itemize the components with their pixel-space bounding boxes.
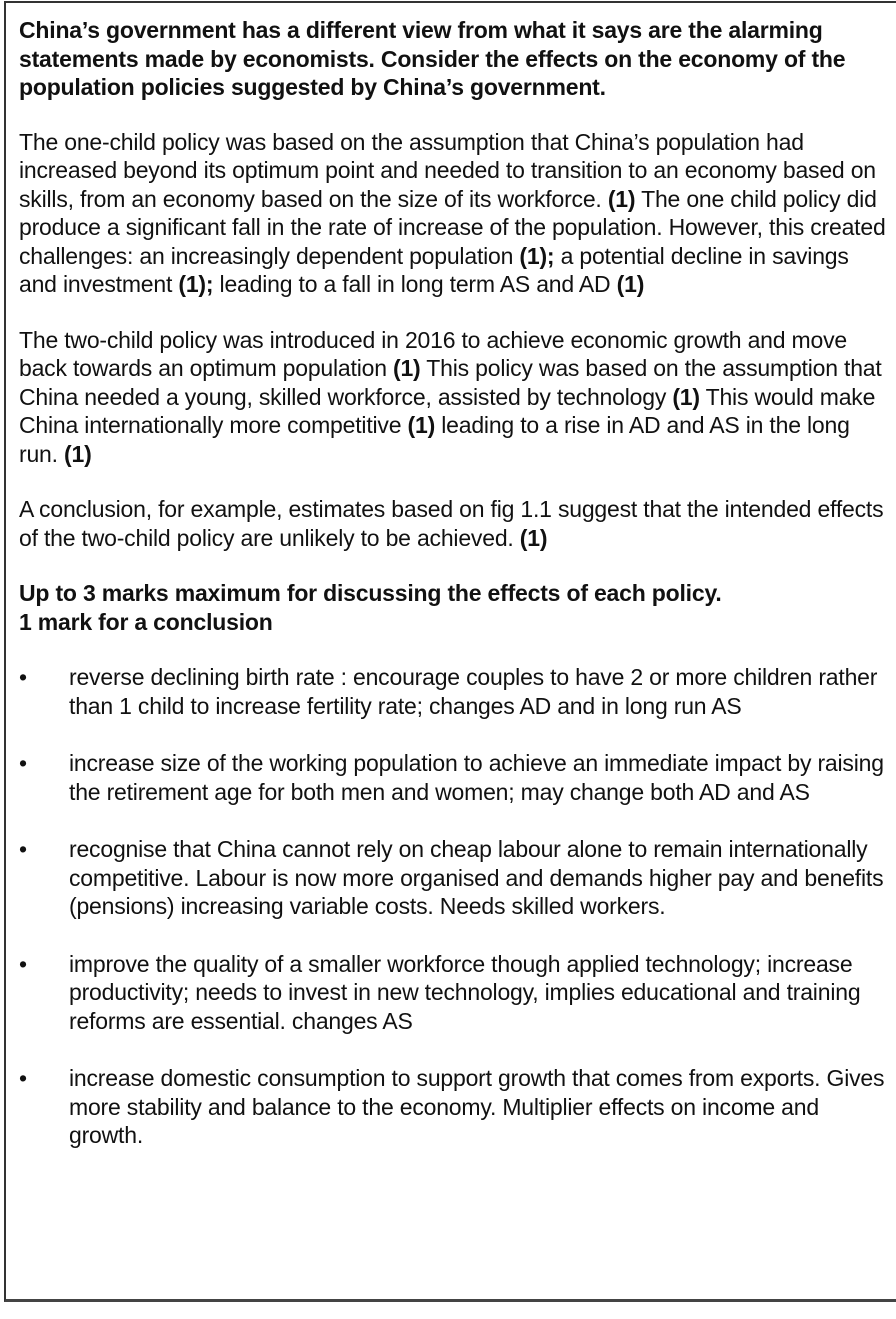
bullet-item [19,1064,891,1150]
bullet-icon: • [19,664,27,690]
bullet-text: recognise that China cannot rely on cheap labour alone to remain internationally competitive. Labour is now more organised and demands higher pay and benefits (pensions) increasing variable costs. Needs skilled workers. [69,836,884,919]
bullet-item [19,950,891,1036]
answer-text: The one child policy did produce a significant fall in the rate of increase of the population. However, this created challenges: an increasingly dependent population [19,185,886,269]
mark-indicator: (1) [64,440,92,467]
bullet-text: reverse declining birth rate : encourage couples to have 2 or more children rather than 1 child to increase fertility rate; changes AD and in long run AS [69,664,878,719]
mark-indicator: (1) [672,383,700,410]
marking-guidance [19,579,891,636]
mark-scheme-content [19,16,891,1179]
answer-paragraph-one-child [19,128,891,299]
bullet-text: increase domestic consumption to support growth that comes from exports. Gives more stability and balance to the economy. Multiplier effects on income and growth. [69,1065,885,1148]
bullet-icon: • [19,1065,27,1091]
bullet-item [19,835,891,921]
question-heading: China’s government has a different view from what it says are the alarming statements made by economists. Consider the effects on the economy of the population policies suggested by China’s government. [19,17,846,100]
answer-text: a potential decline in savings and investment [19,242,849,297]
mark-indicator: (1) [519,524,548,551]
answer-text: The one-child policy was based on the assumption that China’s population had increased beyond its optimum point and needed to transition to an economy based on skills, from an economy based on the size of its workforce. [19,128,876,212]
marking-line-conclusion: 1 mark for a conclusion [19,608,273,635]
mark-indicator: (1) [393,355,421,381]
mark-indicator: (1); [178,271,214,297]
answer-text: A conclusion, for example, estimates based on fig 1.1 suggest that the intended effects of the two-child policy are unlikely to be achieved. [19,496,884,551]
bullet-item [19,663,891,720]
answer-text: The two-child policy was introduced in 2016 to achieve economic growth and move back towards an optimum population [19,326,847,381]
bullet-icon: • [19,836,27,862]
answer-paragraph-two-child [19,326,891,469]
bullet-icon: • [19,950,27,977]
mark-indicator: (1); [519,242,555,269]
answer-text: leading to a fall in long term AS and AD [213,271,617,297]
answer-text: leading to a rise in AD and AS in the long run. [19,412,850,467]
mark-indicator: (1) [607,185,636,212]
policy-bullet-list [19,663,891,1150]
mark-indicator: (1) [616,271,645,297]
marking-line-policy: Up to 3 marks maximum for discussing the effects of each policy. [19,580,722,606]
bullet-icon: • [19,750,27,776]
answer-text: This would make China internationally more competitive [19,383,876,438]
mark-indicator: (1) [407,412,436,438]
answer-paragraph-conclusion [19,495,891,552]
answer-text: This policy was based on the assumption that China needed a young, skilled workforce, assisted by technology [19,355,882,410]
bullet-text: increase size of the working population to achieve an immediate impact by raising the retirement age for both men and women; may change both AD and AS [69,750,884,805]
bullet-item [19,749,891,806]
bullet-text: improve the quality of a smaller workforce though applied technology; increase productivity; needs to invest in new technology, implies educational and training reforms are essential. changes AS [69,950,861,1034]
